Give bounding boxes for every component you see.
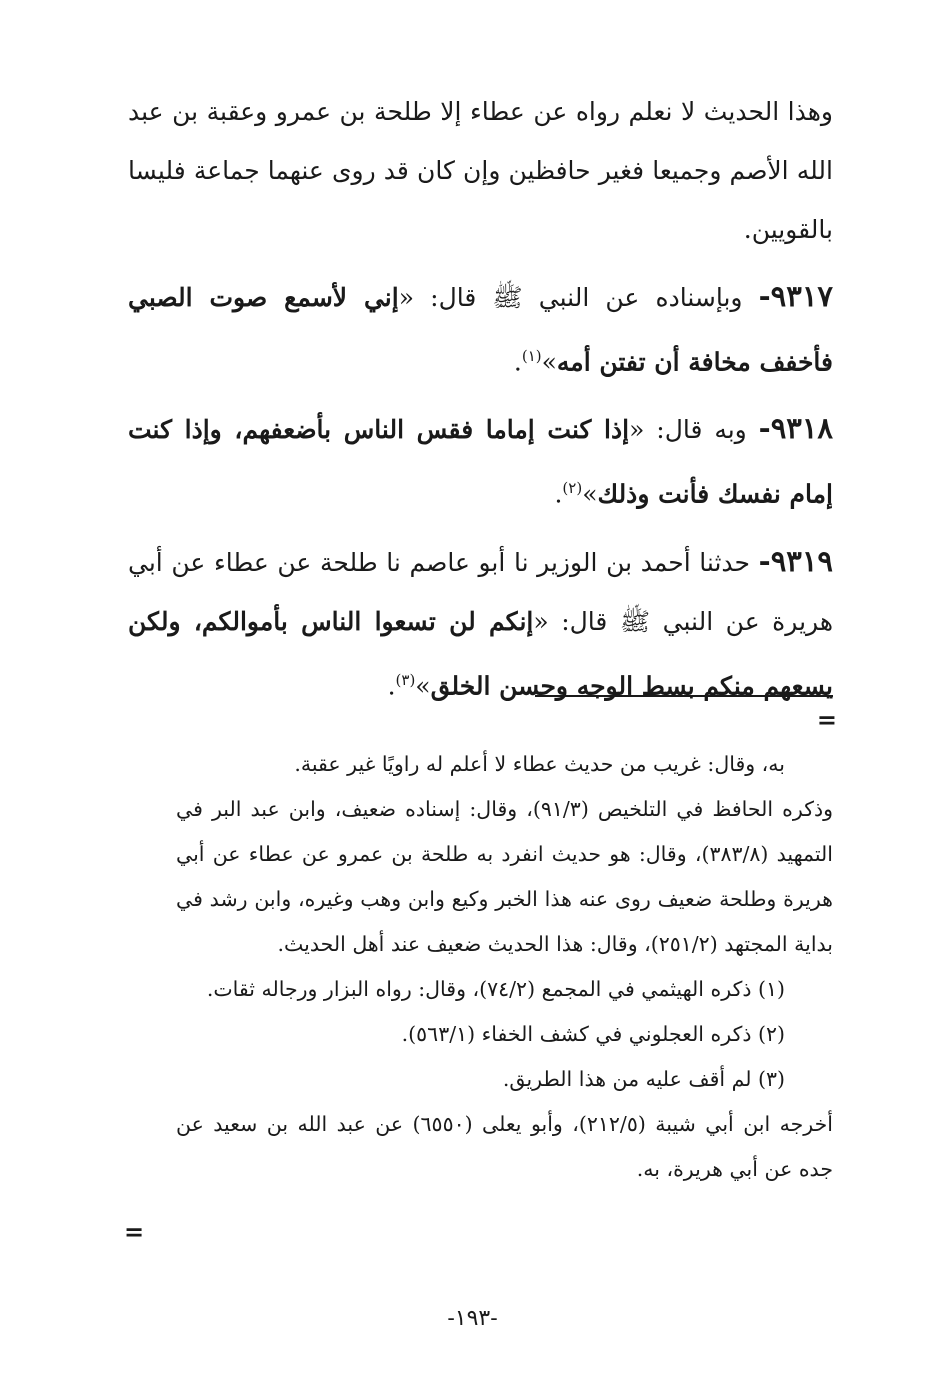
continues-mark: = <box>124 1217 145 1246</box>
footnotes <box>128 742 833 1192</box>
footnote-continuation-paragraph: وذكره الحافظ في التلخيص (٩١/٣)، وقال: إسناده ضعيف، وابن عبد البر في التمهيد (٣٨٣/٨)، وقال: هو حديث انفرد به طلحة بن عمرو عن عطاء عن أبي هريرة وطلحة ضعيف روى عنه هذا الخبر وكيع وابن وهب وغيره، وابن رشد في بداية المجتهد (٢٥١/٢)، وقال: هذا الحديث ضعيف عند أهل الحديث. <box>176 797 834 956</box>
hadith-9319: ٩٣١٩- حدثنا أحمد بن الوزير نا أبو عاصم نا طلحة عن عطاء عن أبي هريرة عن النبي ﷺ قال: «إنكم لن تسعوا الناس بأموالكم، ولكن يسعهم منكم بسط الوجه وحسن الخلق»$^{(٣)}$. <box>128 543 833 700</box>
footnote-continuation: به، وقال: غريب من حديث عطاء لا أعلم له راويًا غير عقبة. <box>294 752 785 776</box>
hadith-number: ٩٣١٩- <box>758 543 833 578</box>
hadith-text: إنكم لن تسعوا الناس بأموالكم، ولكن يسعهم منكم بسط الوجه وحسن الخلق <box>128 606 833 700</box>
footnote-ref: (١) <box>521 347 542 365</box>
hadith-chain: وبإسناده عن النبي ﷺ قال: « <box>398 283 759 312</box>
hadith-chain: حدثنا أحمد بن الوزير نا أبو عاصم نا طلحة عن عطاء عن أبي هريرة عن النبي ﷺ قال: « <box>128 547 833 636</box>
hadith-text: إذا كنت إماما فقس الناس بأضعفهم، وإذا كنت إمام نفسك فأنت وذلك <box>128 415 833 509</box>
footnote-3: (٣) لم أقف عليه من هذا الطريق. <box>502 1067 785 1091</box>
hadith-9317: ٩٣١٧- وبإسناده عن النبي ﷺ قال: «إني لأسمع صوت الصبي فأخفف مخافة أن تفتن أمه»$^{(١)}$. <box>128 279 833 377</box>
hadith-number: ٩٣١٨- <box>758 411 833 446</box>
footnote-ref: (٣) <box>395 670 416 689</box>
hadith-chain: وبه قال: « <box>629 415 759 445</box>
hadith-number: ٩٣١٧- <box>758 279 833 313</box>
hadith-text: إني لأسمع صوت الصبي فأخفف مخافة أن تفتن أمه <box>128 283 833 377</box>
main-text <box>128 82 833 715</box>
footnote-separator <box>535 695 833 697</box>
continued-mark: = <box>816 705 837 734</box>
footnote-3-paragraph: أخرجه ابن أبي شيبة (٢١٢/٥)، وأبو يعلى (٦٥٥٠) عن عبد الله بن سعيد عن جده عن أبي هريرة، به. <box>176 1112 833 1181</box>
footnote-2: (٢) ذكره العجلوني في كشف الخفاء (٥٦٣/١). <box>401 1022 785 1046</box>
page-number: -١٩٣- <box>447 1306 498 1331</box>
footnote-1: (١) ذكره الهيثمي في المجمع (٧٤/٢)، وقال: رواه البزار ورجاله ثقات. <box>206 977 785 1001</box>
footnote-ref: (٢) <box>562 479 583 498</box>
intro-paragraph: وهذا الحديث لا نعلم رواه عن عطاء إلا طلحة بن عمرو وعقبة بن عبد الله الأصم وجميعا فغير حافظين وإن كان قد روى عنهما جماعة فليسا بالقويين. <box>128 97 833 244</box>
hadith-9318: ٩٣١٨- وبه قال: «إذا كنت إماما فقس الناس بأضعفهم، وإذا كنت إمام نفسك فأنت وذلك»$^{(٢)}$. <box>128 411 833 509</box>
